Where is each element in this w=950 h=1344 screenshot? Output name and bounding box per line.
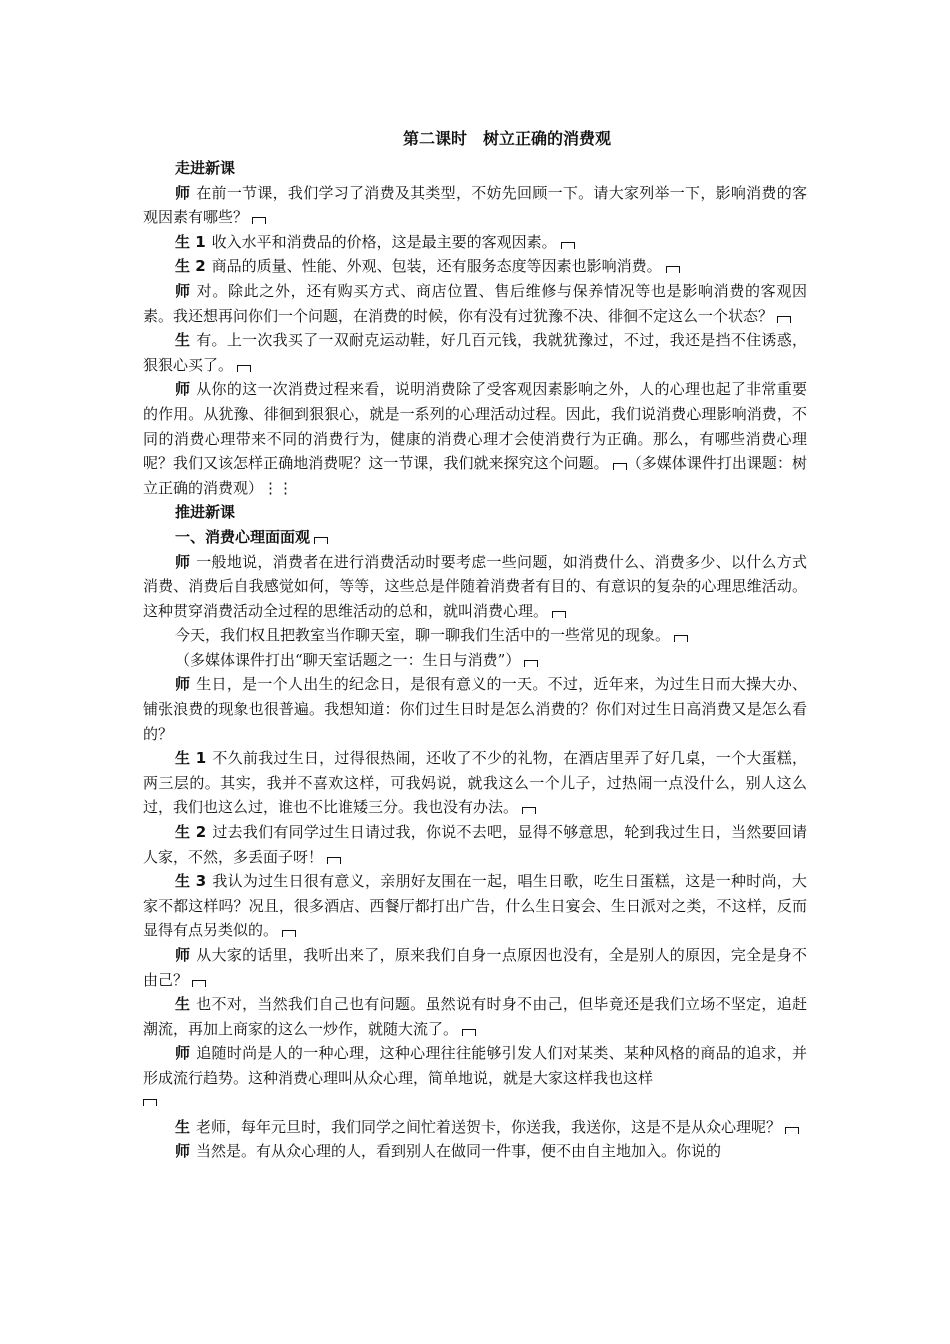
paragraph (143, 623, 807, 648)
paragraph (143, 943, 807, 992)
paragraph (143, 992, 807, 1041)
paragraph-text: 也不对，当然我们自己也有问题。虽然说有时身不由己，但毕竟还是我们立场不坚定，追赶潮流，再加上商家的这么一炒作，就随大流了。 (143, 995, 807, 1038)
paragraph-text: 商品的质量、性能、外观、包装，还有服务态度等因素也影响消费。 (211, 257, 662, 276)
paragraph-mark-icon (282, 930, 296, 937)
paragraph-text: 追随时尚是人的一种心理，这种心理往往能够引发人们对某类、某种风格的商品的追求，并形成流行趋势。这种消费心理叫从众心理，简单地说，就是大家这样我也这样 (143, 1044, 807, 1087)
speaker-label: 生 2 (175, 823, 207, 842)
paragraph-mark-icon (314, 537, 328, 544)
paragraph-mark-icon (613, 463, 627, 470)
paragraph-mark-icon (785, 1127, 799, 1134)
paragraph (143, 254, 807, 279)
paragraph (143, 1139, 807, 1164)
paragraph-text: 今天，我们权且把教室当作聊天室，聊一聊我们生活中的一些常见的现象。 (175, 626, 671, 645)
paragraph-text: （多媒体课件打出“聊天室话题之一：生日与消费”） (175, 650, 521, 669)
paragraph-mark-icon (524, 660, 538, 667)
paragraph (143, 230, 807, 255)
paragraph-mark-icon (777, 316, 791, 323)
speaker-label: 生 3 (175, 872, 207, 891)
paragraph-text: 老师，每年元旦时，我们同学之间忙着送贺卡，你送我，我送你，这是不是从众心理呢？ (196, 1117, 782, 1136)
paragraph-tail: （多媒体课件打出课题：树立正确的消费观）⋮⋮ (143, 454, 807, 497)
paragraph-text: 从大家的话里，我听出来了，原来我们自身一点原因也没有，全是别人的原因，完全是身不由己？ (143, 946, 807, 989)
speaker-label: 生 (175, 1117, 191, 1136)
speaker-label: 生 1 (175, 749, 207, 768)
paragraph-mark-icon (252, 217, 266, 224)
paragraph (143, 550, 807, 624)
paragraph-text: 一般地说，消费者在进行消费活动时要考虑一些问题，如消费什么、消费多少、以什么方式消费、消费后自我感觉如何，等等，这些总是伴随着消费者有目的、有意识的复杂的心理思维活动。这种贯穿消费活动全过程的思维活动的总和，就叫消费心理。 (143, 552, 807, 620)
paragraph (143, 377, 807, 500)
speaker-label: 生 (175, 331, 191, 350)
speaker-label: 生 2 (175, 257, 206, 276)
paragraph-mark-icon (327, 857, 341, 864)
speaker-label: 生 1 (175, 232, 206, 251)
speaker-label: 师 (175, 380, 191, 399)
paragraph-mark-icon (143, 1099, 157, 1106)
paragraph-text: 我认为过生日很有意义，亲朋好友围在一起，唱生日歌，吃生日蛋糕，这是一种时尚，大家不都这样吗？况且，很多酒店、西餐厅都打出广告，什么生日宴会、生日派对之类，不这样，反而显得有点另类似的。 (143, 872, 807, 940)
paragraph-mark-icon (561, 242, 575, 249)
paragraph-text: 在前一节课，我们学习了消费及其类型，不妨先回顾一下。请大家列举一下，影响消费的客观因素有哪些？ (143, 183, 807, 227)
paragraph (143, 279, 807, 328)
paragraph (143, 869, 807, 943)
paragraph (143, 1115, 807, 1140)
section-heading-main: 推进新课 (175, 503, 236, 522)
paragraph-mark-icon (666, 266, 680, 273)
paragraph (143, 648, 807, 673)
paragraph-text: 有。上一次我买了一双耐克运动鞋，好几百元钱，我就犹豫过，不过，我还是挡不住诱惑，狠狠心买了。 (143, 331, 807, 374)
paragraph-text: 对。除此之外，还有购买方式、商店位置、售后维修与保养情况等也是影响消费的客观因素。我还想再问你们一个问题，在消费的时候，你有没有过犹豫不决、徘徊不定这么一个状态？ (143, 281, 807, 325)
paragraph (143, 328, 807, 377)
document-page (143, 122, 807, 1164)
paragraph (143, 820, 807, 869)
speaker-label: 师 (175, 1142, 191, 1161)
paragraph-text: 收入水平和消费品的价格，这是最主要的客观因素。 (211, 232, 557, 251)
paragraph-text: 从你的这一次消费过程来看，说明消费除了受客观因素影响之外，人的心理也起了非常重要的作用。从犹豫、徘徊到狠狠心，就是一系列的心理活动过程。因此，我们说消费心理影响消费，不同的消费心理带来不同的消费行为，健康的消费心理才会使消费行为正确。那么，有哪些消费心理呢？我们又该怎样正确地消费呢？这一节课，我们就来探究这个问题。 (143, 380, 807, 473)
speaker-label: 师 (175, 675, 191, 694)
speaker-label: 师 (175, 946, 191, 964)
paragraph-text: 不久前我过生日，过得很热闹，还收了不少的礼物，在酒店里弄了好几桌，一个大蛋糕，两三层的。其实，我并不喜欢这样，可我妈说，就我这么一个儿子，过热闹一点没什么，别人这么过，我们也这么过，谁也不比谁矮三分。我也没有办法。 (143, 749, 807, 817)
speaker-label: 师 (175, 552, 191, 571)
paragraph-mark-icon (552, 611, 566, 618)
paragraph-text: 生日，是一个人出生的纪念日，是很有意义的一天。不过，近年来，为过生日而大操大办、铺张浪费的现象也很普遍。我想知道：你们过生日时是怎么消费的？你们对过生日高消费又是怎么看的？ (143, 675, 807, 743)
paragraph-text: 当然是。有从众心理的人，看到别人在做同一件事，便不由自主地加入。你说的 (196, 1142, 722, 1161)
subsection-heading (143, 525, 807, 550)
paragraph (143, 746, 807, 820)
paragraph-mark-icon (192, 980, 206, 987)
speaker-label: 师 (175, 281, 191, 300)
paragraph (143, 181, 807, 230)
paragraph-mark-icon (674, 635, 688, 642)
section-heading-intro: 走进新课 (175, 159, 236, 177)
paragraph-text: 过去我们有同学过生日请过我，你说不去吧，显得不够意思，轮到我过生日，当然要回请人家，不然，多丢面子呀！ (143, 823, 807, 866)
paragraph (143, 672, 807, 746)
page-title: 第二课时 树立正确的消费观 (402, 129, 611, 148)
subsection-heading-text: 一、消费心理面面观 (175, 527, 311, 546)
paragraph-mark-icon (522, 807, 536, 814)
speaker-label: 生 (175, 995, 191, 1014)
speaker-label: 师 (175, 183, 191, 202)
paragraph (143, 1041, 807, 1090)
speaker-label: 师 (175, 1044, 191, 1063)
paragraph-mark-icon (237, 365, 251, 372)
paragraph-mark-icon (462, 1029, 476, 1036)
